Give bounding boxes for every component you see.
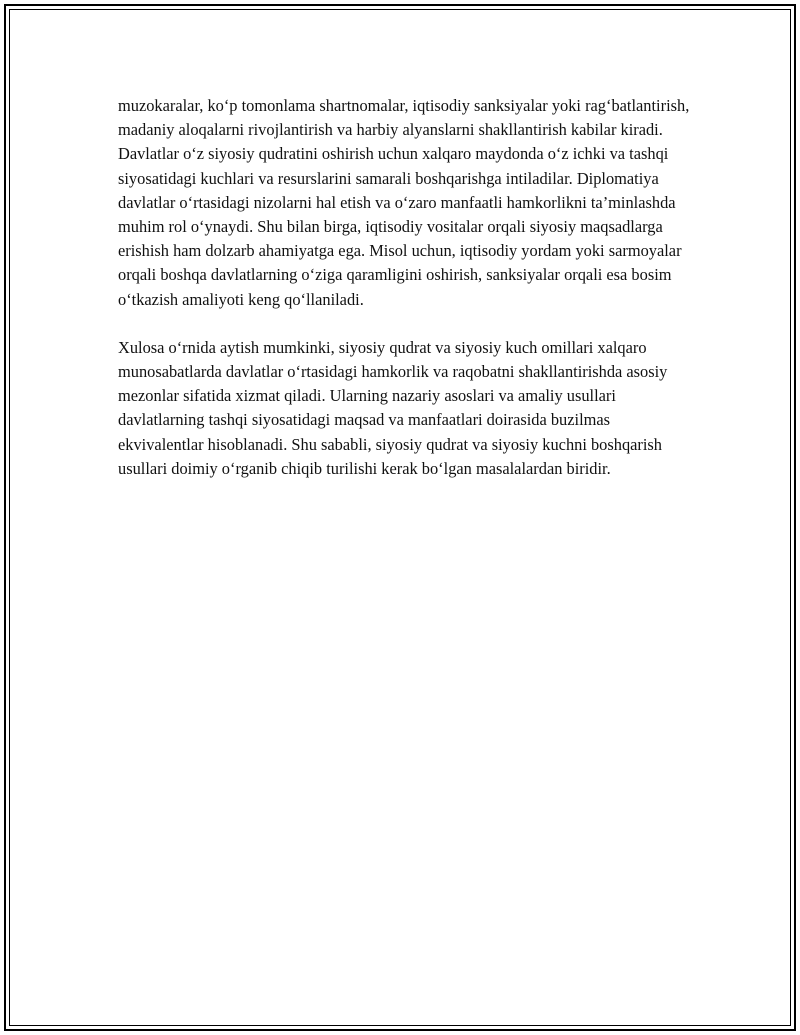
paragraph-1: muzokaralar, ko‘p tomonlama shartnomalar, iqtisodiy sanksiyalar yoki rag‘batlantirish, madaniy aloqalarni rivojlantirish va harbiy alyanslarni shakllantirish kabilar kiradi. Davlatlar o‘z siyosiy qudratini oshirish uchun xalqaro maydonda o‘z ichki va tashqi siyosatidagi kuchlari va resurslarini samarali boshqarishga intiladilar. Diplomatiya davlatlar o‘rtasidagi nizolarni hal etish va o‘zaro manfaatli hamkorlikni ta’minlashda muhim rol o‘ynaydi. Shu bilan birga, iqtisodiy vositalar orqali siyosiy maqsadlarga erishish ham dolzarb ahamiyatga ega. Misol uchun, iqtisodiy yordam yoki sarmoyalar orqali boshqa davlatlarning o‘ziga qaramligini oshirish, sanksiyalar orqali esa bosim o‘tkazish amaliyoti keng qo‘llaniladi.: [118, 96, 690, 309]
document-body: [118, 94, 690, 505]
paragraph-2: Xulosa o‘rnida aytish mumkinki, siyosiy qudrat va siyosiy kuch omillari xalqaro munosabatlarda davlatlar o‘rtasidagi hamkorlik va raqobatni shakllantirishda asosiy mezonlar sifatida xizmat qiladi. Ularning nazariy asoslari va amaliy usullari davlatlarning tashqi siyosatidagi maqsad va manfaatlari doirasida buzilmas ekvivalentlar hisoblanadi. Shu sababli, siyosiy qudrat va siyosiy kuchni boshqarish usullari doimiy o‘rganib chiqib turilishi kerak bo‘lgan masalalardan biridir.: [118, 337, 668, 478]
